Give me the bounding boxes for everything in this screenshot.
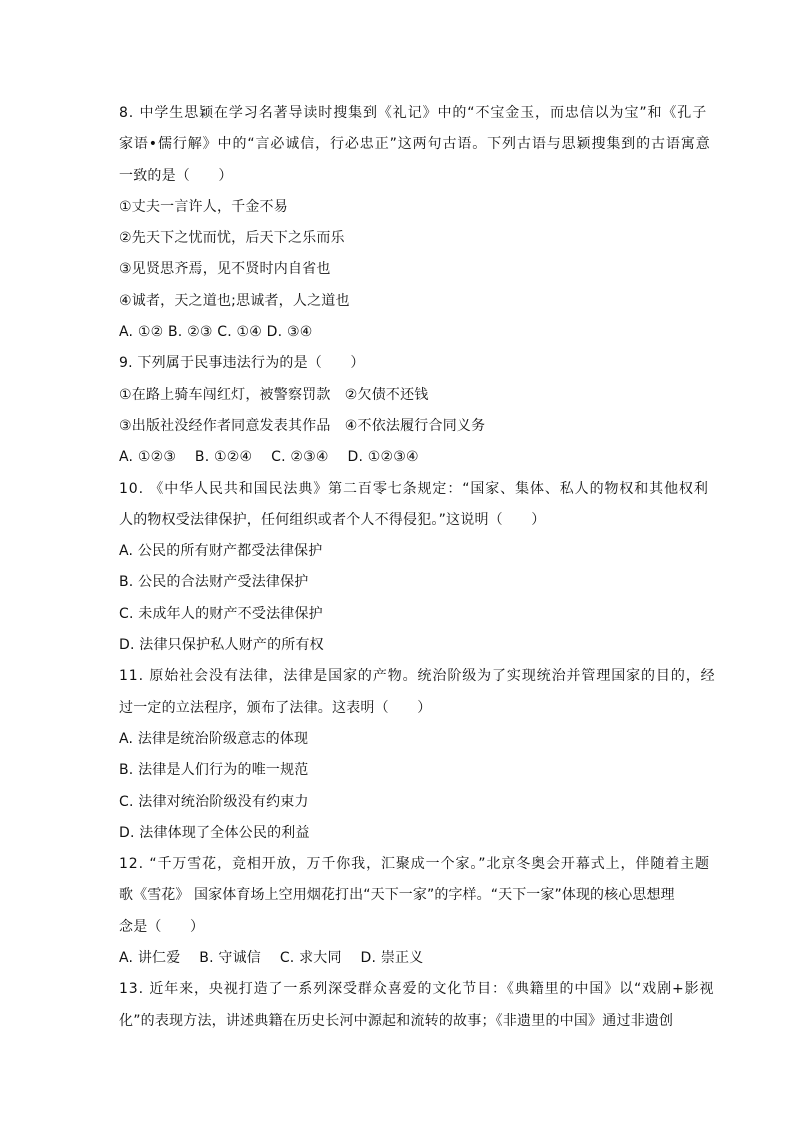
question-8-statement-1: ①丈夫一言许人，千金不易	[119, 198, 288, 215]
question-8-statement-3: ③见贤思齐焉，见不贤时内自省也	[119, 261, 331, 278]
question-8-options: A. ①② B. ②③ C. ①④ D. ③④	[119, 324, 313, 341]
question-11	[119, 661, 716, 849]
question-9-stem: 9. 下列属于民事违法行为的是（ ）	[119, 355, 365, 372]
question-11-stem-line-1: 11. 原始社会没有法律，法律是国家的产物。统治阶级为了实现统治并管理国家的目的，经	[119, 668, 716, 685]
question-8-stem-line-2: 家语•儒行解》中的“言必诚信，行必忠正”这两句古语。下列古语与思颖搜集到的古语寓意	[119, 136, 711, 153]
question-8-stem-line-3: 一致的是（ ）	[119, 167, 233, 184]
question-11-stem-line-2: 过一定的立法程序，颁布了法律。这表明（ ）	[119, 699, 432, 716]
question-12-stem-line-1: 12. “千万雪花，竞相开放，万千你我，汇聚成一个家。”北京冬奥会开幕式上，伴随着主题	[119, 856, 710, 873]
question-11-option-d: D. 法律体现了全体公民的利益	[119, 824, 310, 841]
question-11-option-b: B. 法律是人们行为的唯一规范	[119, 762, 309, 779]
question-12-stem-line-2: 歌《雪花》 国家体育场上空用烟花打出“天下一家”的字样。“天下一家”体现的核心思想理	[119, 887, 675, 904]
question-10	[119, 474, 709, 662]
question-8-stem-line-1: 8. 中学生思颖在学习名著导读时搜集到《礼记》中的“不宝金玉，而忠信以为宝”和《孔子	[119, 105, 708, 121]
question-8	[119, 98, 711, 348]
question-8-statement-4: ④诚者，天之道也;思诚者，人之道也	[119, 292, 350, 309]
question-12-stem-line-3: 念是（ ）	[119, 918, 205, 935]
question-10-option-d: D. 法律只保护私人财产的所有权	[119, 637, 324, 654]
question-11-option-a: A. 法律是统治阶级意志的体现	[119, 730, 309, 747]
question-10-option-c: C. 未成年人的财产不受法律保护	[119, 605, 323, 622]
question-12	[119, 849, 710, 974]
question-13-stem-line-1: 13. 近年来，央视打造了一系列深受群众喜爱的文化节目：《典籍里的中国》以“戏剧+影视	[119, 981, 715, 998]
question-9-statements-3-4: ③出版社没经作者同意发表其作品 ④不依法履行合同义务	[119, 417, 486, 434]
question-8-statement-2: ②先天下之忧而忧，后天下之乐而乐	[119, 230, 345, 247]
question-9-statements-1-2: ①在路上骑车闯红灯，被警察罚款 ②欠债不还钱	[119, 386, 429, 403]
question-13-stem-line-2: 化”的表现方法，讲述典籍在历史长河中源起和流转的故事；《非遗里的中国》通过非遗创	[119, 1012, 674, 1029]
question-10-option-b: B. 公民的合法财产受法律保护	[119, 574, 309, 591]
question-10-stem-line-1: 10. 《中华人民共和国民法典》第二百零七条规定：“国家、集体、私人的物权和其他权利	[119, 480, 709, 497]
question-10-stem-line-2: 人的物权受法律保护，任何组织或者个人不得侵犯。”这说明（ ）	[119, 511, 546, 528]
question-12-options: A. 讲仁爱 B. 守诚信 C. 求大同 D. 崇正义	[119, 950, 424, 967]
question-9-options: A. ①②③ B. ①②④ C. ②③④ D. ①②③④	[119, 449, 419, 466]
question-11-option-c: C. 法律对统治阶级没有约束力	[119, 793, 309, 810]
question-list	[119, 98, 716, 1037]
question-10-option-a: A. 公民的所有财产都受法律保护	[119, 543, 323, 560]
question-13	[119, 974, 715, 1037]
question-9	[119, 348, 679, 473]
